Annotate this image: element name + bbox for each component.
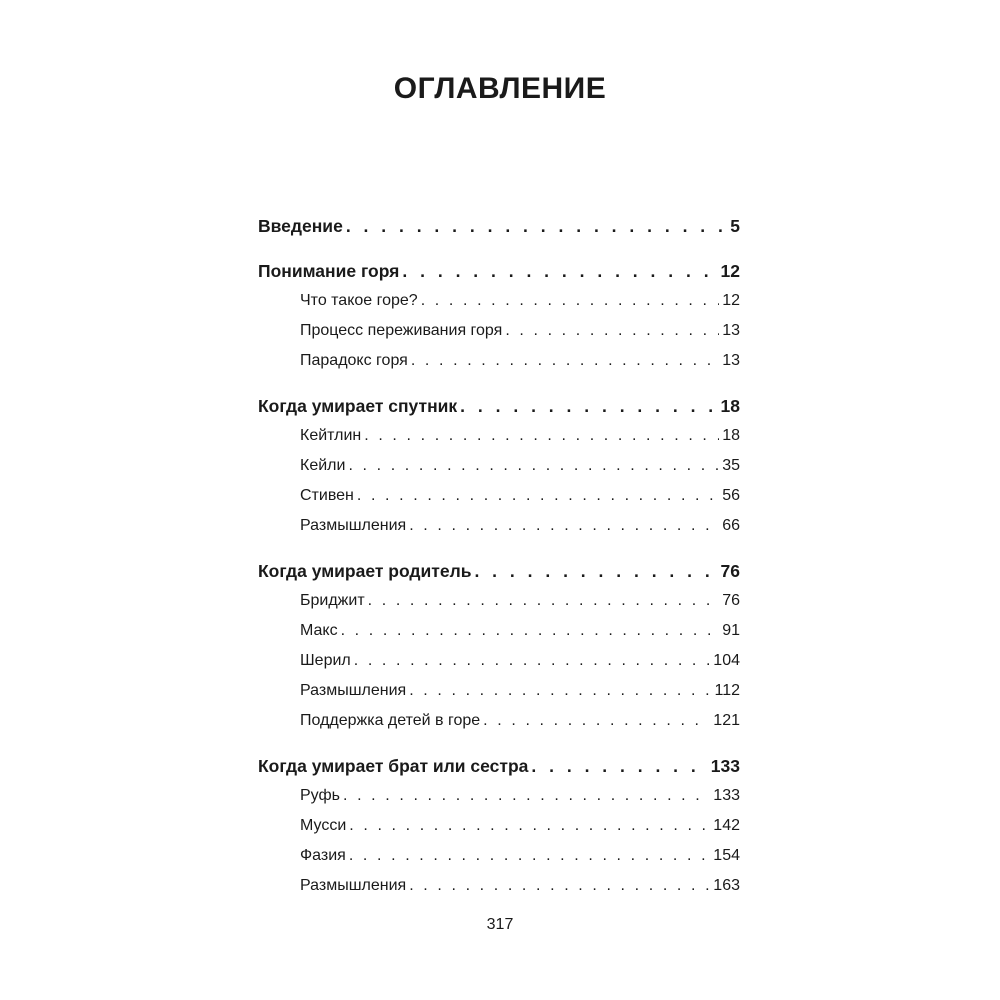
toc-subentry[interactable] [258, 511, 740, 541]
page-number: 317 [486, 916, 514, 933]
dot-leader [364, 421, 719, 451]
toc-subentry[interactable] [258, 346, 740, 376]
toc-subentry-page: 76 [722, 592, 740, 609]
dot-leader [531, 751, 707, 781]
toc-subentry-title: Мусси [300, 817, 347, 834]
toc-subentry-title: Бриджит [300, 592, 365, 609]
toc-subentry-title: Фазия [300, 847, 346, 864]
toc-subentry[interactable] [258, 481, 740, 511]
toc-subentry[interactable] [258, 286, 740, 316]
toc-subentry-page: 104 [713, 652, 740, 669]
toc-chapter-title: Понимание горя [258, 261, 400, 281]
toc-subentry[interactable] [258, 871, 740, 901]
toc-section-understanding-grief [258, 256, 740, 376]
toc-section-spouse [258, 391, 740, 541]
toc-subentry-page: 13 [722, 352, 740, 369]
dot-leader [357, 481, 719, 511]
toc-chapter-page: 133 [710, 756, 740, 776]
toc-subentry-title: Стивен [300, 487, 354, 504]
toc-subentry-title: Что такое горе? [300, 292, 418, 309]
toc-subentry[interactable] [258, 841, 740, 871]
dot-leader [349, 841, 710, 871]
toc-subentry-page: 154 [713, 847, 740, 864]
toc-section-sibling [258, 751, 740, 901]
dot-leader [483, 706, 710, 736]
toc-subentry-title: Макс [300, 622, 338, 639]
toc-subentry-title: Поддержка детей в горе [300, 712, 481, 729]
dot-leader [505, 316, 719, 346]
toc-chapter-page: 5 [730, 216, 740, 236]
toc-subentry[interactable] [258, 646, 740, 676]
toc-chapter-entry[interactable] [258, 556, 740, 586]
toc-subentry[interactable] [258, 316, 740, 346]
toc-subentry-title: Размышления [300, 877, 407, 894]
toc-subentry-title: Руфь [300, 787, 340, 804]
toc-subentry-page: 66 [722, 517, 740, 534]
toc-subentry-page: 112 [714, 682, 740, 699]
toc-chapter-entry[interactable] [258, 256, 740, 286]
toc-subentry-title: Кейли [300, 457, 346, 474]
toc-chapter-title: Когда умирает брат или сестра [258, 756, 529, 776]
dot-leader [409, 676, 711, 706]
toc-subentry[interactable] [258, 421, 740, 451]
toc-subentry-page: 35 [722, 457, 740, 474]
toc-subentry-title: Шерил [300, 652, 351, 669]
toc-chapter-page: 76 [720, 561, 740, 581]
toc-subentry-title: Кейтлин [300, 427, 362, 444]
toc-subentry[interactable] [258, 616, 740, 646]
toc-subentry-title: Размышления [300, 682, 407, 699]
toc-subentry-page: 142 [713, 817, 740, 834]
toc-subentry[interactable] [258, 811, 740, 841]
dot-leader [421, 286, 720, 316]
table-of-contents [258, 211, 740, 916]
toc-section-introduction [258, 211, 740, 241]
toc-subentry-page: 133 [713, 787, 740, 804]
dot-leader [346, 211, 727, 241]
toc-chapter-title: Введение [258, 216, 343, 236]
toc-subentry-title: Парадокс горя [300, 352, 408, 369]
toc-chapter-page: 18 [720, 396, 740, 416]
dot-leader [460, 391, 717, 421]
toc-subentry-page: 163 [713, 877, 740, 894]
page-title: ОГЛАВЛЕНИЕ [393, 72, 607, 105]
toc-subentry-page: 18 [722, 427, 740, 444]
toc-chapter-entry[interactable] [258, 751, 740, 781]
toc-chapter-title: Когда умирает родитель [258, 561, 472, 581]
toc-section-parent [258, 556, 740, 736]
toc-subentry-page: 121 [713, 712, 740, 729]
dot-leader [474, 556, 717, 586]
toc-chapter-entry[interactable] [258, 211, 740, 241]
toc-chapter-page: 12 [720, 261, 740, 281]
dot-leader [409, 871, 710, 901]
toc-subentry-page: 13 [722, 322, 740, 339]
toc-subentry-page: 12 [722, 292, 740, 309]
dot-leader [409, 511, 719, 541]
toc-chapter-title: Когда умирает спутник [258, 396, 458, 416]
toc-subentry-title: Размышления [300, 517, 407, 534]
dot-leader [348, 451, 719, 481]
toc-subentry[interactable] [258, 781, 740, 811]
toc-subentry[interactable] [258, 586, 740, 616]
dot-leader [368, 586, 720, 616]
dot-leader [349, 811, 710, 841]
dot-leader [411, 346, 719, 376]
toc-subentry-title: Процесс переживания горя [300, 322, 503, 339]
toc-subentry[interactable] [258, 706, 740, 736]
toc-chapter-entry[interactable] [258, 391, 740, 421]
dot-leader [402, 256, 717, 286]
dot-leader [341, 616, 720, 646]
toc-subentry-page: 91 [722, 622, 740, 639]
toc-subentry[interactable] [258, 451, 740, 481]
dot-leader [354, 646, 711, 676]
toc-subentry[interactable] [258, 676, 740, 706]
toc-subentry-page: 56 [722, 487, 740, 504]
dot-leader [343, 781, 710, 811]
